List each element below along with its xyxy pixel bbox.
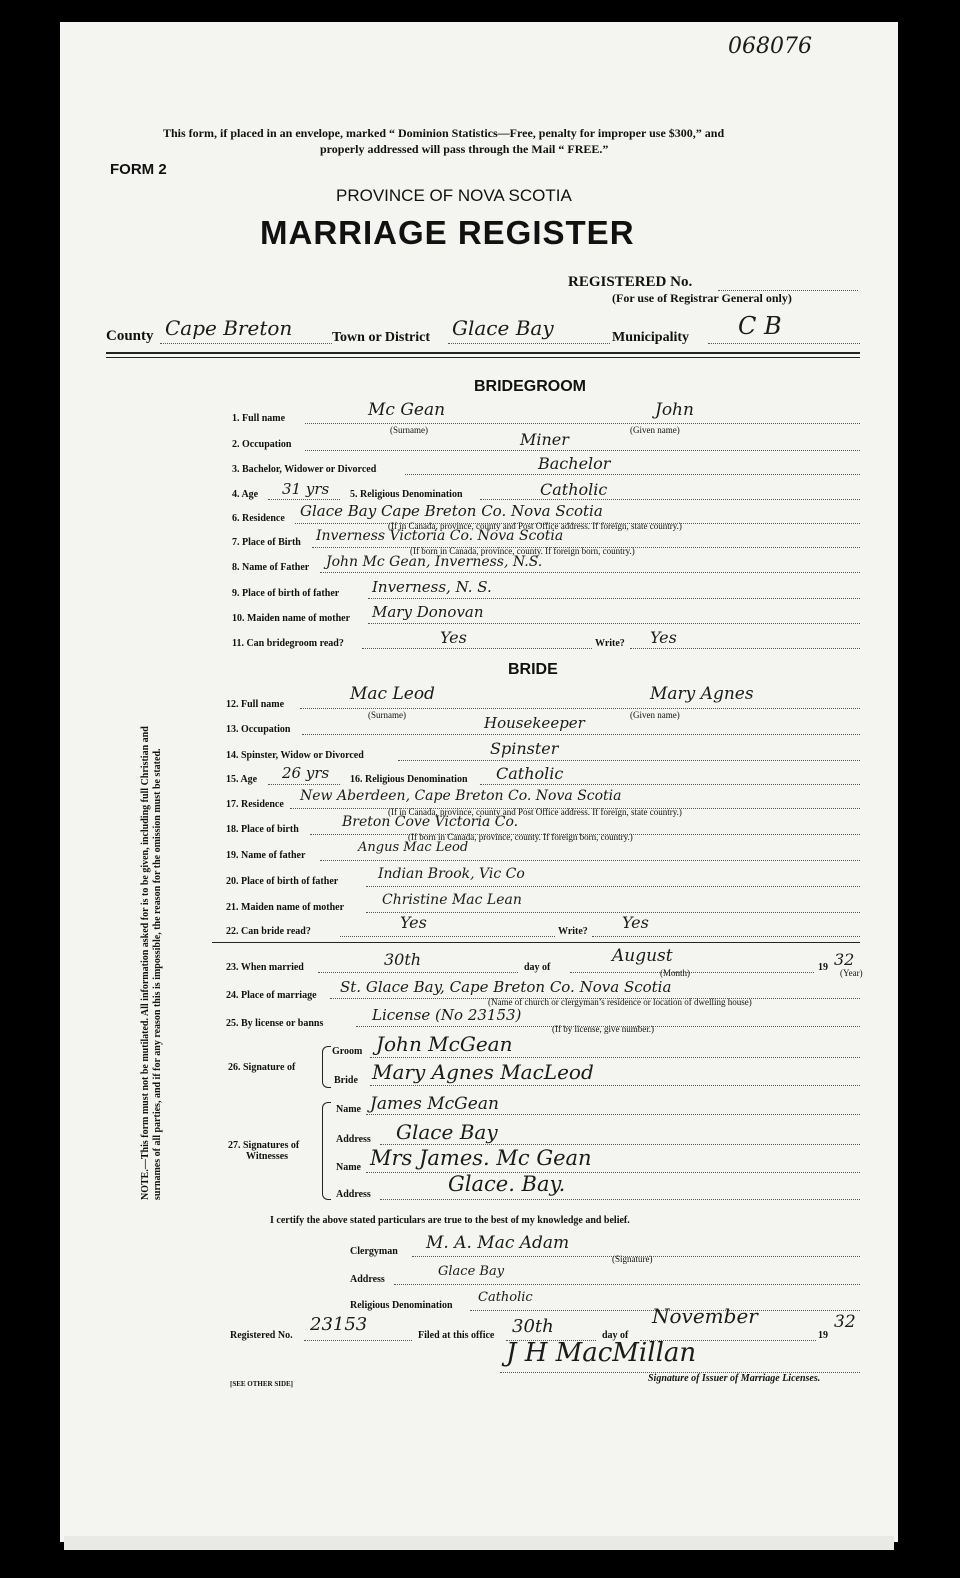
license-value: License (No 23153) bbox=[372, 1006, 522, 1024]
bride-religion-label: 16. Religious Denomination bbox=[350, 774, 468, 785]
bride-write-value: Yes bbox=[622, 913, 649, 932]
groom-father-birth-label: 9. Place of birth of father bbox=[232, 588, 340, 599]
bride-residence-value: New Aberdeen, Cape Breton Co. Nova Scotia bbox=[300, 788, 622, 804]
county-value: Cape Breton bbox=[165, 316, 293, 340]
groom-religion-label: 5. Religious Denomination bbox=[350, 489, 463, 500]
day-of-label: day of bbox=[524, 962, 551, 973]
when-married-label: 23. When married bbox=[226, 962, 304, 973]
issuer-signature: J H MacMillan bbox=[506, 1338, 697, 1368]
witness2-address: Glace. Bay. bbox=[448, 1172, 566, 1196]
bride-father-birth-value: Indian Brook, Vic Co bbox=[378, 866, 525, 882]
bride-residence-note: (If in Canada, province, county and Post Office address. If foreign, state country.) bbox=[388, 807, 682, 817]
groom-status-value: Bachelor bbox=[538, 454, 611, 473]
filed-year-prefix: 19 bbox=[818, 1330, 828, 1341]
groom-surname-value: Mc Gean bbox=[368, 400, 446, 420]
bride-given-value: Mary Agnes bbox=[650, 684, 754, 704]
groom-residence-label: 6. Residence bbox=[232, 513, 285, 524]
witness2-address-label: Address bbox=[336, 1189, 371, 1200]
bride-mother-label: 21. Maiden name of mother bbox=[226, 902, 345, 913]
bride-surname-value: Mac Leod bbox=[350, 684, 435, 704]
bride-birthplace-label: 18. Place of birth bbox=[226, 824, 299, 835]
groom-father-birth-value: Inverness, N. S. bbox=[372, 578, 492, 596]
place-of-marriage-value: St. Glace Bay, Cape Breton Co. Nova Scotia bbox=[340, 978, 672, 996]
groom-mother-label: 10. Maiden name of mother bbox=[232, 613, 351, 624]
side-note-line2: surnames of all parties, and if for any reason this is impossible, the reason for the omission must be stated. bbox=[152, 748, 163, 1200]
mail-notice-line2: properly addressed will pass through the Mail “ FREE.” bbox=[320, 142, 609, 156]
groom-read-value: Yes bbox=[440, 628, 467, 647]
groom-birthplace-note: (If born in Canada, province, county. If foreign born, country.) bbox=[410, 546, 635, 556]
see-other-side: [SEE OTHER SIDE] bbox=[230, 1380, 294, 1388]
bride-occupation-value: Housekeeper bbox=[484, 714, 585, 732]
witness1-name-label: Name bbox=[336, 1104, 361, 1115]
groom-age-value: 31 yrs bbox=[282, 480, 330, 498]
county-label: County bbox=[106, 328, 154, 344]
bridegroom-heading: BRIDEGROOM bbox=[474, 378, 586, 395]
registered-no-label: REGISTERED No. bbox=[568, 274, 693, 290]
bride-status-value: Spinster bbox=[490, 739, 559, 758]
bride-surname-caption: (Surname) bbox=[368, 710, 406, 720]
filed-month: November bbox=[652, 1304, 758, 1328]
municipality-label: Municipality bbox=[612, 330, 690, 345]
side-note bbox=[140, 726, 164, 1200]
groom-occupation-label: 2. Occupation bbox=[232, 439, 292, 450]
registrar-note: (For use of Registrar General only) bbox=[612, 291, 792, 305]
clergyman-religion-label: Religious Denomination bbox=[350, 1300, 453, 1311]
groom-signature: John McGean bbox=[376, 1032, 513, 1056]
clergyman-address: Glace Bay bbox=[438, 1264, 505, 1279]
clergyman-label: Clergyman bbox=[350, 1246, 398, 1257]
groom-residence-value: Glace Bay Cape Breton Co. Nova Scotia bbox=[300, 502, 603, 520]
bride-sig-label: Bride bbox=[334, 1075, 358, 1086]
mail-notice-line1: This form, if placed in an envelope, marked “ Dominion Statistics—Free, penalty for improper use $300,” and bbox=[163, 126, 725, 140]
witness1-address-label: Address bbox=[336, 1134, 371, 1145]
groom-given-caption: (Given name) bbox=[630, 425, 680, 435]
bride-father-label: 19. Name of father bbox=[226, 850, 306, 861]
side-note-line1: NOTE.—This form must not be mutilated. All information asked for is to be given, including full Christian and bbox=[140, 726, 151, 1200]
witness1-address: Glace Bay bbox=[396, 1120, 498, 1144]
month-caption: (Month) bbox=[660, 968, 690, 978]
filed-year: 32 bbox=[834, 1312, 856, 1332]
groom-residence-note: (If in Canada, province, county and Post Office address. If foreign, state country.) bbox=[388, 521, 682, 531]
marriage-year-value: 32 bbox=[834, 950, 855, 969]
groom-mother-value: Mary Donovan bbox=[372, 603, 484, 621]
issuer-caption: Signature of Issuer of Marriage Licenses. bbox=[648, 1373, 821, 1384]
bride-religion-value: Catholic bbox=[496, 764, 564, 783]
document-number: 068076 bbox=[728, 34, 812, 59]
registered-no-value: 23153 bbox=[310, 1314, 368, 1335]
groom-sig-label: Groom bbox=[332, 1046, 363, 1057]
groom-read-label: 11. Can bridegroom read? bbox=[232, 638, 344, 649]
town-value: Glace Bay bbox=[452, 316, 554, 340]
place-of-marriage-note: (Name of church or clergyman’s residence or location of dwelling house) bbox=[488, 997, 752, 1007]
bride-heading: BRIDE bbox=[508, 661, 558, 678]
filed-day-of-label: day of bbox=[602, 1330, 629, 1341]
groom-father-value: John Mc Gean, Inverness, N.S. bbox=[326, 554, 543, 570]
bride-age-value: 26 yrs bbox=[282, 764, 330, 782]
groom-birthplace-value: Inverness Victoria Co. Nova Scotia bbox=[316, 528, 564, 544]
groom-write-value: Yes bbox=[650, 628, 677, 647]
marriage-month-value: August bbox=[612, 946, 673, 966]
groom-full-name-label: 1. Full name bbox=[232, 413, 286, 424]
groom-father-label: 8. Name of Father bbox=[232, 562, 310, 573]
groom-occupation-value: Miner bbox=[520, 430, 569, 449]
bride-age-label: 15. Age bbox=[226, 774, 258, 785]
bride-birthplace-note: (If born in Canada, province, county. If foreign born, country.) bbox=[408, 832, 633, 842]
marriage-day-value: 30th bbox=[384, 950, 422, 969]
bride-mother-value: Christine Mac Lean bbox=[382, 892, 522, 908]
clergyman-address-label: Address bbox=[350, 1274, 385, 1285]
bride-residence-label: 17. Residence bbox=[226, 799, 284, 810]
bride-father-birth-label: 20. Place of birth of father bbox=[226, 876, 339, 887]
bride-father-value: Angus Mac Leod bbox=[358, 840, 469, 855]
bride-status-label: 14. Spinster, Widow or Divorced bbox=[226, 750, 364, 761]
groom-surname-caption: (Surname) bbox=[390, 425, 428, 435]
place-of-marriage-label: 24. Place of marriage bbox=[226, 990, 317, 1001]
registered-no-footer-label: Registered No. bbox=[230, 1330, 293, 1341]
bride-given-caption: (Given name) bbox=[630, 710, 680, 720]
witness2-name: Mrs James. Mc Gean bbox=[370, 1146, 592, 1170]
certification-statement: I certify the above stated particulars are true to the best of my knowledge and belief. bbox=[270, 1215, 630, 1226]
witnesses-label-2: Witnesses bbox=[246, 1151, 289, 1162]
groom-write-label: Write? bbox=[595, 638, 625, 649]
clergyman-religion: Catholic bbox=[478, 1290, 533, 1305]
municipality-value: C B bbox=[738, 312, 782, 340]
witness1-name: James McGean bbox=[370, 1094, 499, 1114]
bride-occupation-label: 13. Occupation bbox=[226, 724, 291, 735]
bride-signature: Mary Agnes MacLeod bbox=[372, 1060, 594, 1084]
bride-birthplace-value: Breton Cove Victoria Co. bbox=[342, 814, 519, 830]
groom-religion-value: Catholic bbox=[540, 480, 608, 499]
groom-given-value: John bbox=[655, 400, 694, 420]
groom-age-label: 4. Age bbox=[232, 489, 259, 500]
form-label: FORM 2 bbox=[110, 161, 167, 178]
witnesses-label-1: 27. Signatures of bbox=[228, 1140, 300, 1151]
license-label: 25. By license or banns bbox=[226, 1018, 324, 1029]
year-prefix: 19 bbox=[818, 962, 828, 973]
bride-full-name-label: 12. Full name bbox=[226, 699, 285, 710]
town-label: Town or District bbox=[332, 330, 430, 345]
page-title: MARRIAGE REGISTER bbox=[260, 214, 635, 251]
witness2-name-label: Name bbox=[336, 1162, 361, 1173]
bride-read-label: 22. Can bride read? bbox=[226, 926, 311, 937]
sheet-edge bbox=[64, 1536, 894, 1550]
groom-status-label: 3. Bachelor, Widower or Divorced bbox=[232, 464, 377, 475]
clergyman-signature: M. A. Mac Adam bbox=[426, 1233, 570, 1253]
filed-label: Filed at this office bbox=[418, 1330, 495, 1341]
bride-write-label: Write? bbox=[558, 926, 588, 937]
year-caption: (Year) bbox=[840, 968, 863, 978]
groom-birthplace-label: 7. Place of Birth bbox=[232, 537, 301, 548]
signature-of-label: 26. Signature of bbox=[228, 1062, 296, 1073]
filed-day: 30th bbox=[512, 1316, 554, 1337]
signature-caption: (Signature) bbox=[612, 1254, 653, 1264]
bride-read-value: Yes bbox=[400, 913, 427, 932]
license-note: (If by license, give number.) bbox=[552, 1024, 654, 1034]
province-heading: PROVINCE OF NOVA SCOTIA bbox=[336, 186, 572, 205]
